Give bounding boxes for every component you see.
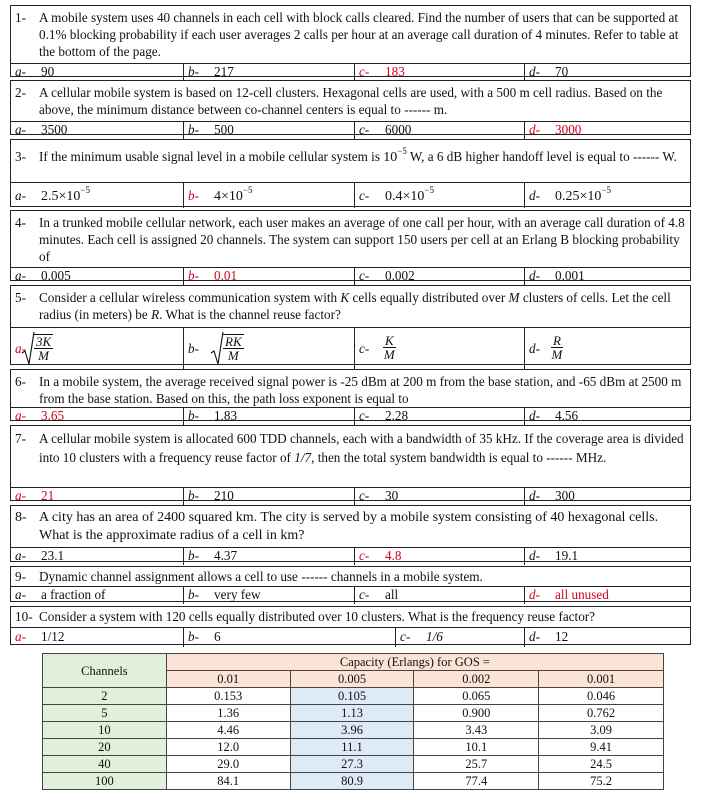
answer-row xyxy=(11,327,690,369)
gos-header: 0.001 xyxy=(539,671,664,688)
option-c[interactable]: c- $0.4\times 10^{-5}$ xyxy=(354,183,524,208)
capacity-header: Capacity (Erlangs) for GOS = xyxy=(166,654,663,671)
option-d[interactable]: d- 0.001 xyxy=(524,268,690,285)
option-c[interactable]: c- $\frac{K}{M}$ xyxy=(354,328,524,369)
option-d[interactable]: d- $0.25\times 10^{-5}$ xyxy=(524,183,690,208)
capacity-cell: 3.43 xyxy=(414,722,539,739)
question-text: A city has an area of 2400 squared km. The city is served by a mobile system consisting of 40 hexagonal cells. What is the approximate radius of a cell in km? xyxy=(39,510,659,543)
option-d[interactable]: d- 300 xyxy=(524,488,690,505)
channels-cell: 2 xyxy=(43,688,167,705)
capacity-cell: 24.5 xyxy=(539,756,664,773)
capacity-cell: 29.0 xyxy=(166,756,290,773)
question-number: 8- xyxy=(15,510,27,525)
capacity-cell: 0.900 xyxy=(414,705,539,722)
fraction: $\frac{K}{M}$ xyxy=(383,333,395,362)
option-d[interactable]: d- 19.1 xyxy=(524,548,690,565)
question-7: 7- A cellular mobile system is allocated 600 TDD channels, each with a bandwidth of 35 kHz. If the coverage area is divided into 10 clusters with a frequency reuse factor of 1/7, then the total system bandwidth is equal to ------ MHz. a- 21 b- 210 c- 30 d- 300 xyxy=(10,425,691,501)
capacity-cell: 0.105 xyxy=(290,688,414,705)
option-a[interactable]: a- a fraction of xyxy=(15,587,106,602)
question-number: 3- xyxy=(15,149,26,164)
capacity-cell: 75.2 xyxy=(539,773,664,790)
reuse-factor: 1/7 xyxy=(294,450,312,465)
answer-row xyxy=(11,267,690,285)
capacity-cell: 0.065 xyxy=(414,688,539,705)
capacity-cell: 1.13 xyxy=(290,705,414,722)
option-a[interactable]: a- 0.005 xyxy=(15,268,71,283)
channels-header: Channels xyxy=(43,654,167,688)
option-b[interactable]: b- 500 xyxy=(183,122,354,139)
variable-r: R xyxy=(151,307,160,322)
option-a[interactable]: a- 1/12 xyxy=(15,629,65,644)
variable-k: K xyxy=(340,290,350,305)
option-d[interactable]: d- $\frac{R}{M}$ xyxy=(524,328,690,369)
answer-row xyxy=(11,182,690,208)
gos-header: 0.002 xyxy=(414,671,539,688)
option-a[interactable]: a- 21 xyxy=(15,488,55,503)
option-d[interactable]: d- 70 xyxy=(524,64,690,81)
channels-cell: 100 xyxy=(43,773,167,790)
table-row xyxy=(43,773,664,790)
question-text: Consider a system with 120 cells equally distributed over 10 clusters. What is the frequency reuse factor? xyxy=(39,609,596,624)
option-d[interactable]: d- 4.56 xyxy=(524,408,690,425)
question-number: 2- xyxy=(15,85,26,100)
question-text: A cellular mobile system is based on 12-cell clusters. Hexagonal cells are used, with a 500 m cell radius. Based on the above, the minimum distance between co-channel centers is equal to ------ m. xyxy=(39,85,663,117)
table-row xyxy=(43,722,664,739)
question-5: 5- Consider a cellular wireless communication system with K cells equally distributed over M clusters of cells. Let the cell radius (in meters) be R. What is the channel reuse factor? a- $\frac{3K}{M}$ b- $\frac{RK}{M}$ c- $\frac{K}{M}$ d- $\frac{R}{M}$ xyxy=(10,285,691,365)
sqrt-icon xyxy=(21,331,35,365)
answer-row xyxy=(11,547,690,565)
capacity-cell: 0.153 xyxy=(166,688,290,705)
sqrt-expression: $\frac{3K}{M}$ xyxy=(21,331,53,365)
table-row xyxy=(43,756,664,773)
fraction: $\frac{R}{M}$ xyxy=(551,333,563,362)
variable-m: M xyxy=(508,290,520,305)
channels-cell: 5 xyxy=(43,705,167,722)
question-8 xyxy=(10,505,691,562)
option-b[interactable]: b- $\frac{RK}{M}$ xyxy=(183,328,354,369)
question-number: 7- xyxy=(15,431,26,446)
capacity-cell: 3.09 xyxy=(539,722,664,739)
question-text: In a trunked mobile cellular network, each user makes an average of one call per hour, with an average call duration of 4.8 minutes. Each cell is assigned 20 channels. The system can support 150 users per cell at an Erlang B blocking probability of xyxy=(39,215,685,264)
question-number: 1- xyxy=(15,10,26,25)
question-10 xyxy=(10,606,691,645)
option-a[interactable]: a- 90 xyxy=(15,64,55,79)
capacity-cell: 25.7 xyxy=(414,756,539,773)
answer-row xyxy=(11,121,690,139)
channels-cell: 20 xyxy=(43,739,167,756)
option-b[interactable]: b- 0.01 xyxy=(183,268,354,285)
sqrt-icon xyxy=(210,331,224,365)
option-a[interactable]: a- 3.65 xyxy=(15,408,65,423)
channels-cell: 40 xyxy=(43,756,167,773)
option-b[interactable]: b- $4\times 10^{-5}$ xyxy=(183,183,354,208)
option-a[interactable]: a- $2.5\times 10^{-5}$ xyxy=(15,185,90,204)
table-row xyxy=(43,705,664,722)
capacity-cell: 3.96 xyxy=(290,722,414,739)
gos-header: 0.01 xyxy=(166,671,290,688)
capacity-cell: 77.4 xyxy=(414,773,539,790)
question-number: 5- xyxy=(15,290,26,305)
option-c[interactable]: c- 2.28 xyxy=(354,408,524,425)
gos-header: 0.005 xyxy=(290,671,414,688)
question-text: Dynamic channel assignment allows a cell to use ------ channels in a mobile system. xyxy=(39,569,483,584)
answer-row xyxy=(11,63,690,81)
option-a[interactable]: a- $\frac{3K}{M}$ xyxy=(11,328,183,369)
option-a[interactable]: a- 3500 xyxy=(15,122,68,137)
option-d[interactable]: d- 12 xyxy=(524,628,690,647)
option-d[interactable]: d- all unused xyxy=(524,587,690,604)
capacity-cell: 4.46 xyxy=(166,722,290,739)
capacity-cell: 0.762 xyxy=(539,705,664,722)
question-number: 10- xyxy=(15,609,33,624)
option-c[interactable]: c- 183 xyxy=(354,64,524,81)
answer-row xyxy=(11,407,690,425)
sqrt-expression: $\frac{RK}{M}$ xyxy=(210,331,244,365)
capacity-cell: 1.36 xyxy=(166,705,290,722)
option-c[interactable]: c- 30 xyxy=(354,488,524,505)
power-value: $10^{-5}$ xyxy=(383,146,407,165)
capacity-cell: 12.0 xyxy=(166,739,290,756)
capacity-cell: 84.1 xyxy=(166,773,290,790)
option-c[interactable]: c- all xyxy=(354,587,524,604)
question-2 xyxy=(10,80,691,135)
capacity-cell: 10.1 xyxy=(414,739,539,756)
option-c[interactable]: c- 0.002 xyxy=(354,268,524,285)
option-b[interactable]: b- 1.83 xyxy=(183,408,354,425)
question-text-end: W, a 6 dB higher handoff level is equal to ------ W. xyxy=(409,149,677,164)
question-number: 9- xyxy=(15,569,26,584)
option-b[interactable]: b- very few xyxy=(183,587,354,604)
question-number: 4- xyxy=(15,215,26,230)
option-b[interactable]: b- 210 xyxy=(183,488,354,505)
capacity-cell: 80.9 xyxy=(290,773,414,790)
question-4 xyxy=(10,210,691,281)
question-text: In a mobile system, the average received signal power is -25 dBm at 200 m from the base station, and -65 dBm at 2500 m from the base station. Based on this, the path loss exponent is equal to xyxy=(39,374,682,406)
question-text: If the minimum usable signal level in a mobile cellular system is xyxy=(39,149,380,164)
question-6 xyxy=(10,369,691,421)
capacity-cell: 0.046 xyxy=(539,688,664,705)
option-a[interactable]: a- 23.1 xyxy=(15,548,65,563)
erlang-b-table xyxy=(42,653,664,790)
question-3 xyxy=(10,139,691,207)
question-number: 6- xyxy=(15,374,26,389)
option-d[interactable]: d- 3000 xyxy=(524,122,690,139)
channels-cell: 10 xyxy=(43,722,167,739)
capacity-cell: 27.3 xyxy=(290,756,414,773)
table-row xyxy=(43,739,664,756)
option-c[interactable]: c- 1/6 xyxy=(395,628,524,647)
option-b[interactable]: b- 217 xyxy=(183,64,354,81)
option-c[interactable]: c- 4.8 xyxy=(354,548,524,565)
option-b[interactable]: b- 4.37 xyxy=(183,548,354,565)
answer-row xyxy=(11,487,690,505)
question-9 xyxy=(10,566,691,602)
question-1 xyxy=(10,5,691,77)
option-b[interactable]: b- 6 xyxy=(183,628,395,647)
table-row xyxy=(43,688,664,705)
capacity-cell: 9.41 xyxy=(539,739,664,756)
capacity-cell: 11.1 xyxy=(290,739,414,756)
answer-row xyxy=(11,586,690,604)
option-c[interactable]: c- 6000 xyxy=(354,122,524,139)
answer-row xyxy=(11,627,690,647)
question-text: A mobile system uses 40 channels in each cell with block calls cleared. Find the number of users that can be supported at 0.1% blocking probability if each user averages 2 calls per hour at an average call duration of 4 minutes. Refer to table at the bottom of the page. xyxy=(39,10,679,59)
